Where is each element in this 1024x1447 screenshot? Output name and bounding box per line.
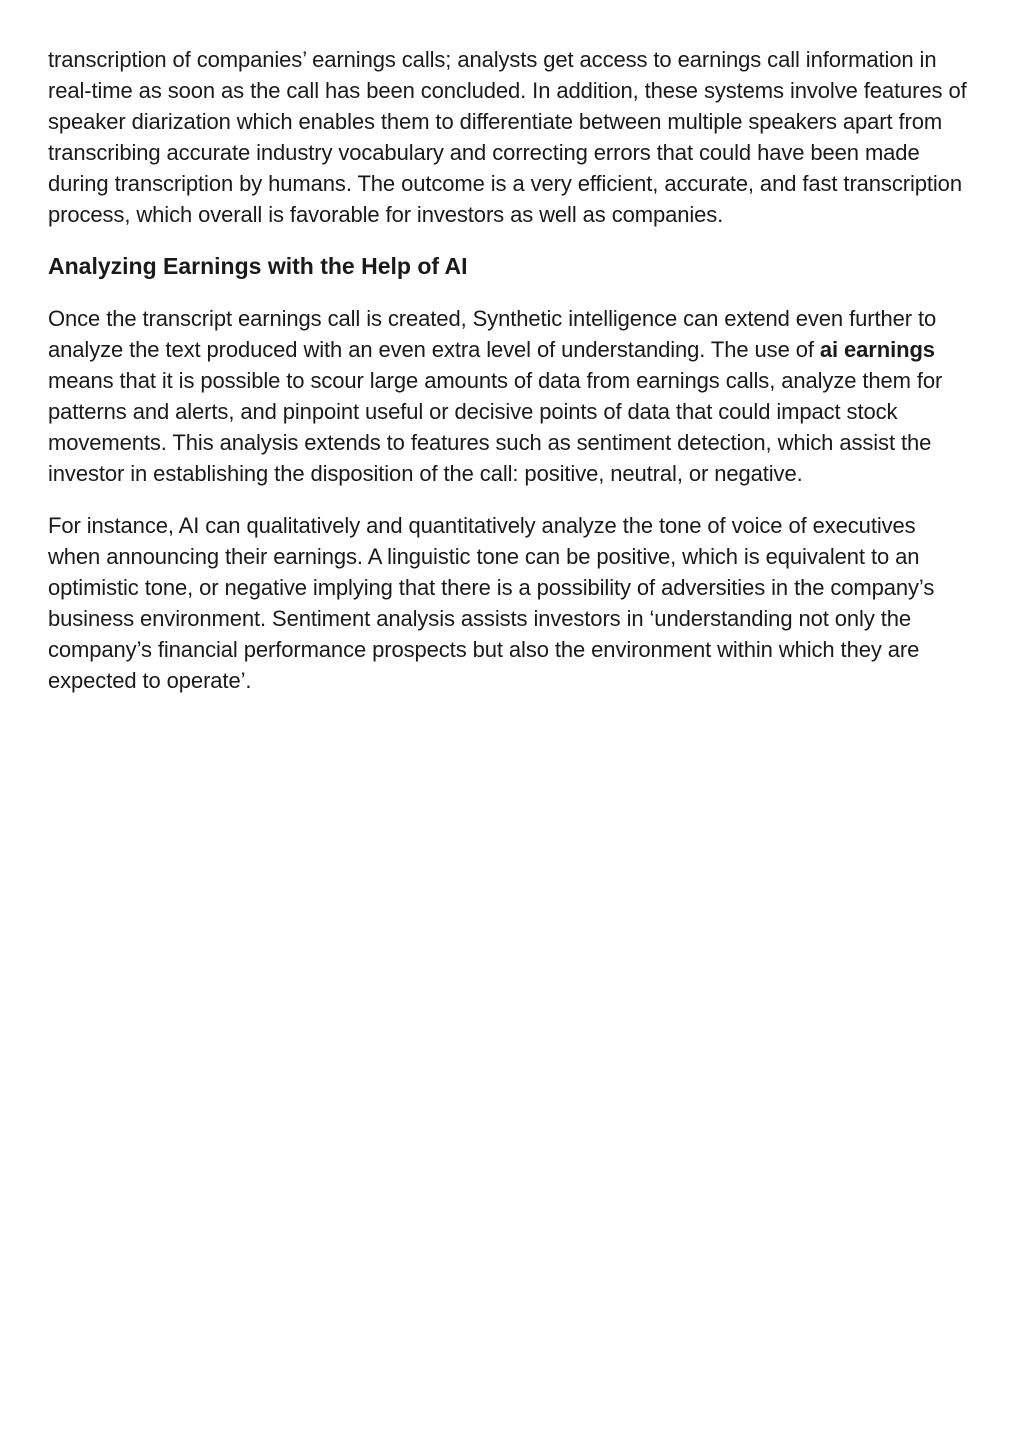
paragraph-analysis-start: Once the transcript earnings call is created, Synthetic intelligence can extend even further to analyze the text produced with an even extra level of understanding. The use of xyxy=(48,306,937,362)
paragraph-transcription: transcription of companies’ earnings calls; analysts get access to earnings call information in real-time as soon as the call has been concluded. In addition, these systems involve features of speaker diarization which enables them to differentiate between multiple speakers apart from transcribing accurate industry vocabulary and correcting errors that could have been made during transcription by humans. The outcome is a very efficient, accurate, and fast transcription process, which overall is favorable for investors as well as companies. xyxy=(48,47,967,227)
paragraph-analysis-end: means that it is possible to scour large amounts of data from earnings calls, analyze them for patterns and alerts, and pinpoint useful or decisive points of data that could impact stock movements. This analysis extends to features such as sentiment detection, which assist the investor in establishing the disposition of the call: positive, neutral, or negative. xyxy=(48,368,943,486)
paragraph-analysis xyxy=(48,303,968,489)
keyword-ai-earnings: ai earnings xyxy=(819,337,935,362)
paragraph-sentiment: For instance, AI can qualitatively and quantitatively analyze the tone of voice of executives when announcing their earnings. A linguistic tone can be positive, which is equivalent to an optimistic tone, or negative implying that there is a possibility of adversities in the company’s business environment. Sentiment analysis assists investors in ‘understanding not only the company’s financial performance prospects but also the environment within which they are expected to operate’. xyxy=(48,513,935,693)
document-page xyxy=(48,44,968,717)
section-heading: Analyzing Earnings with the Help of AI xyxy=(48,253,468,279)
